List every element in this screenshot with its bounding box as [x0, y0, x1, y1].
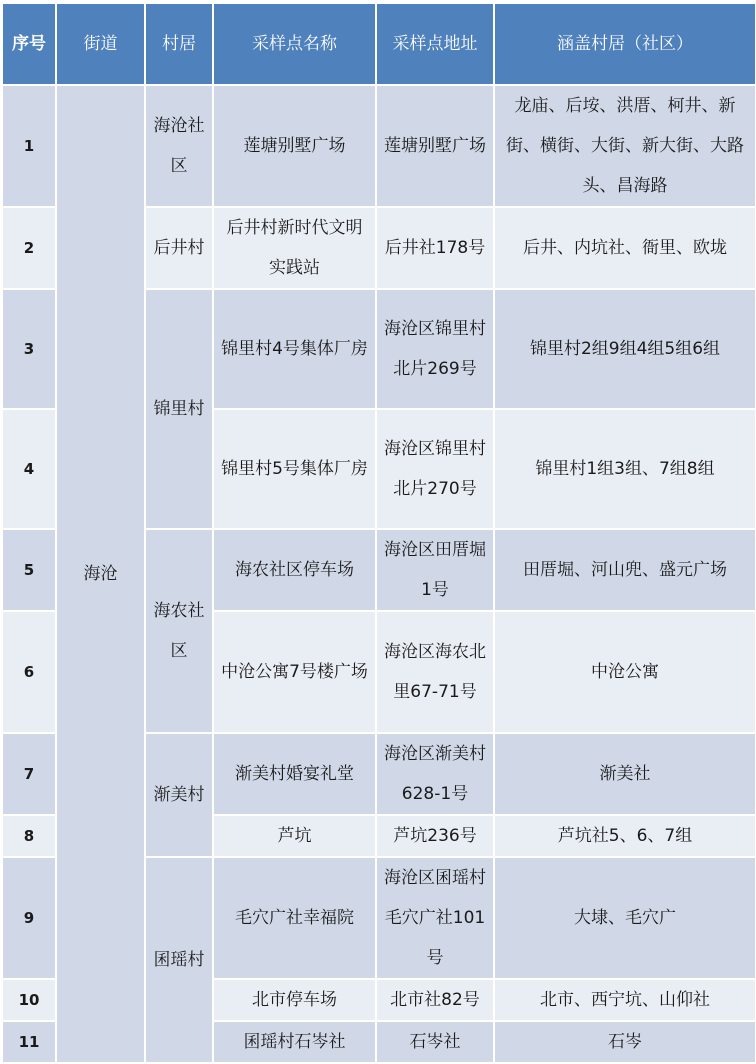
row-seq: 3 [2, 289, 56, 409]
site-address-cell: 芦坑236号 [376, 815, 494, 857]
header-village: 村居 [145, 3, 213, 85]
site-name-cell: 囷瑶村石岑社 [213, 1021, 376, 1063]
site-address-cell: 海沧区渐美村628-1号 [376, 733, 494, 815]
site-address-cell: 后井社178号 [376, 207, 494, 289]
row-seq: 6 [2, 611, 56, 733]
site-address-cell: 海沧区锦里村北片270号 [376, 409, 494, 529]
coverage-cell: 渐美社 [494, 733, 756, 815]
sampling-sites-table-wrapper [1, 2, 755, 1064]
table-header-row [2, 3, 756, 85]
site-address-cell: 北市社82号 [376, 979, 494, 1021]
site-name-cell: 渐美村婚宴礼堂 [213, 733, 376, 815]
coverage-cell: 锦里村2组9组4组5组6组 [494, 289, 756, 409]
header-street: 街道 [56, 3, 145, 85]
row-seq: 7 [2, 733, 56, 815]
village-cell: 后井村 [145, 207, 213, 289]
coverage-cell: 龙庙、后垵、洪厝、柯井、新街、横街、大街、新大街、大路头、昌海路 [494, 85, 756, 207]
village-cell: 海农社区 [145, 529, 213, 733]
coverage-cell: 田厝堀、河山兜、盛元广场 [494, 529, 756, 611]
row-seq: 5 [2, 529, 56, 611]
header-site-address: 采样点地址 [376, 3, 494, 85]
site-name-cell: 后井村新时代文明实践站 [213, 207, 376, 289]
row-seq: 8 [2, 815, 56, 857]
coverage-cell: 大埭、毛穴广 [494, 857, 756, 979]
header-seq: 序号 [2, 3, 56, 85]
site-name-cell: 海农社区停车场 [213, 529, 376, 611]
row-seq: 10 [2, 979, 56, 1021]
sampling-sites-table [1, 2, 756, 1064]
site-name-cell: 莲塘别墅广场 [213, 85, 376, 207]
coverage-cell: 北市、西宁坑、山仰社 [494, 979, 756, 1021]
village-cell: 囷瑶村 [145, 857, 213, 1063]
site-address-cell: 莲塘别墅广场 [376, 85, 494, 207]
coverage-cell: 中沧公寓 [494, 611, 756, 733]
row-seq: 4 [2, 409, 56, 529]
site-name-cell: 芦坑 [213, 815, 376, 857]
site-address-cell: 石岑社 [376, 1021, 494, 1063]
site-name-cell: 中沧公寓7号楼广场 [213, 611, 376, 733]
row-seq: 1 [2, 85, 56, 207]
site-name-cell: 北市停车场 [213, 979, 376, 1021]
header-site-name: 采样点名称 [213, 3, 376, 85]
village-cell: 锦里村 [145, 289, 213, 529]
street-cell: 海沧 [56, 85, 145, 1063]
row-seq: 11 [2, 1021, 56, 1063]
site-name-cell: 锦里村4号集体厂房 [213, 289, 376, 409]
site-name-cell: 锦里村5号集体厂房 [213, 409, 376, 529]
row-seq: 9 [2, 857, 56, 979]
table-row [2, 85, 756, 207]
header-coverage: 涵盖村居（社区） [494, 3, 756, 85]
site-address-cell: 海沧区田厝堀1号 [376, 529, 494, 611]
site-address-cell: 海沧区海农北里67-71号 [376, 611, 494, 733]
site-address-cell: 海沧区锦里村北片269号 [376, 289, 494, 409]
village-cell: 海沧社区 [145, 85, 213, 207]
site-address-cell: 海沧区囷瑶村毛穴广社101号 [376, 857, 494, 979]
village-cell: 渐美村 [145, 733, 213, 857]
row-seq: 2 [2, 207, 56, 289]
coverage-cell: 后井、内坑社、衙里、欧垅 [494, 207, 756, 289]
site-name-cell: 毛穴广社幸福院 [213, 857, 376, 979]
coverage-cell: 石岑 [494, 1021, 756, 1063]
coverage-cell: 芦坑社5、6、7组 [494, 815, 756, 857]
coverage-cell: 锦里村1组3组、7组8组 [494, 409, 756, 529]
